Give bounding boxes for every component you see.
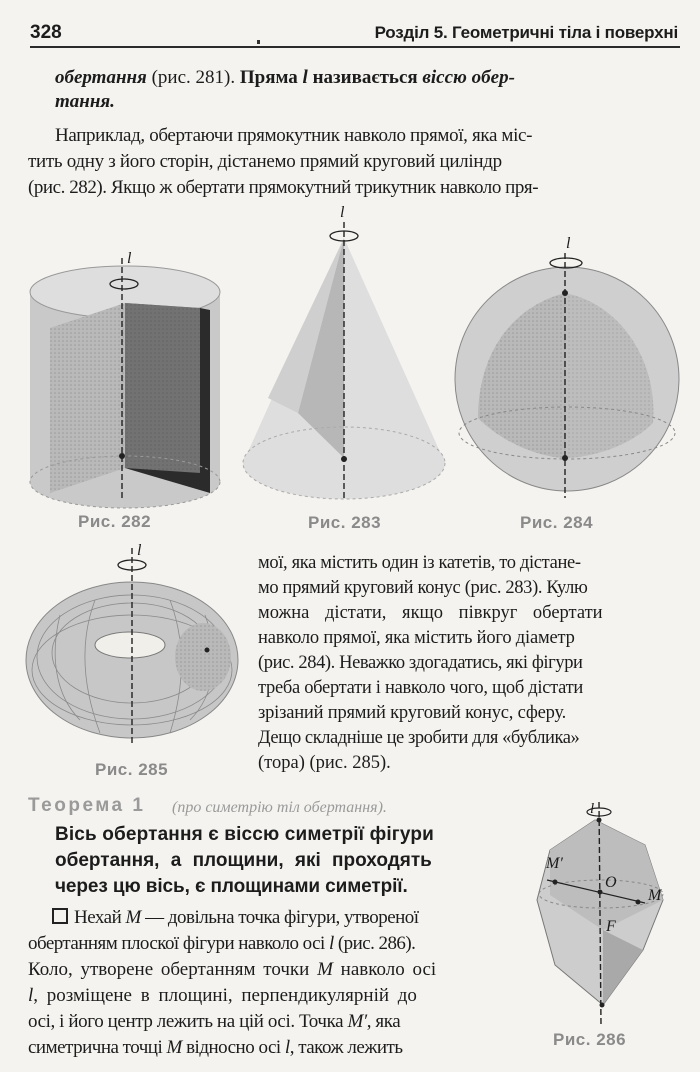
symbol-l: l [28, 985, 34, 1006]
fig286-caption: Рис. 286 [553, 1030, 627, 1049]
proof-line5 [28, 1010, 400, 1034]
theorem-line3: через цю вісь, є площинами симетрії. [55, 876, 408, 897]
proof-text: симетрична точці [28, 1037, 167, 1058]
para1-line2: тання. [55, 91, 115, 112]
para3-line3: можна дістати, якщо півкруг обертати [258, 603, 603, 623]
theorem-note: (про симетрію тіл обертання). [172, 799, 387, 816]
proof-start-square-icon [52, 908, 68, 924]
symbol-m: M [166, 1037, 182, 1058]
proof-text: обертанням плоскої фігури навколо осі [28, 933, 329, 954]
figure-283-cone [238, 218, 450, 510]
fig286-label-m-prime: M′ [546, 855, 563, 872]
section-title: Розділ 5. Геометричні тіла і поверхні [374, 23, 678, 42]
symbol-l: l [302, 67, 308, 88]
header-rule [30, 46, 680, 48]
proof-text: , також лежить [289, 1037, 403, 1058]
text-priama: Пряма [239, 67, 303, 88]
para3-line5: (рис. 284). Неважко здогадатись, які фігури [258, 653, 583, 673]
header-mark [257, 40, 260, 44]
symbol-l: l [328, 933, 334, 954]
para3-line2: мо прямий круговий конус (рис. 283). Кулю [258, 578, 588, 598]
fig282-caption: Рис. 282 [78, 512, 152, 531]
para2-line1: Наприклад, обертаючи прямокутник навколо прямої, яка міс- [55, 125, 533, 146]
para2-line3: (рис. 282). Якщо ж обертати прямокутний трикутник навколо пря- [28, 177, 539, 198]
figure-284-sphere [448, 248, 688, 510]
fig284-caption: Рис. 284 [520, 513, 594, 532]
proof-text: — довільна точка фігури, утвореної [140, 907, 419, 928]
symbol-l: l [284, 1037, 290, 1058]
fig285-caption: Рис. 285 [95, 760, 169, 779]
para2-line2: тить одну з його сторін, дістанемо прямий круговий циліндр [28, 151, 502, 172]
proof-text: навколо осі [332, 959, 437, 980]
fig284-axis-label: l [566, 235, 571, 252]
para3-line1: мої, яка містить один із катетів, то дістане- [258, 553, 581, 573]
fig282-axis-label: l [127, 250, 132, 267]
theorem-title: Теорема 1 [28, 795, 146, 816]
theorem-line2: обертання, а площини, які проходять [55, 850, 432, 871]
proof-line4 [28, 984, 417, 1008]
fig283-caption: Рис. 283 [308, 513, 382, 532]
proof-line1 [52, 906, 419, 930]
figure-285-torus [20, 545, 245, 755]
text-nazyvaietsia: називається [307, 67, 423, 88]
term-obertannia: обертання [55, 67, 147, 88]
para3-line8: Дещо складніше це зробити для «бублика» [258, 728, 580, 748]
term-vissiu: віссю обер- [422, 67, 515, 88]
fig286-label-f: F [606, 918, 616, 935]
proof-line6 [28, 1036, 403, 1060]
theorem-line1: Вісь обертання є віссю симетрії фігури [55, 824, 434, 845]
para1-line1 [55, 66, 515, 90]
proof-text: осі, і його центр лежить на цій осі. Точка [28, 1011, 348, 1032]
figure-286-solid [525, 800, 685, 1030]
figure-282-cylinder [22, 248, 227, 510]
proof-text: (рис. 286). [333, 933, 416, 954]
para3-line9: (тора) (рис. 285). [258, 753, 391, 773]
proof-text: , яка [366, 1011, 401, 1032]
fig286-label-m: M [648, 887, 662, 904]
ref-281: (рис. 281). [146, 67, 240, 88]
fig283-axis-label: l [340, 204, 345, 221]
proof-text: Коло, утворене обертанням точки [28, 959, 318, 980]
fig285-axis-label: l [137, 542, 142, 559]
page-number: 328 [30, 22, 62, 43]
fig286-axis-label: l [590, 801, 595, 817]
fig286-label-o: O [605, 874, 617, 891]
para3-line7: зрізаний прямий круговий конус, сферу. [258, 703, 567, 723]
proof-text: відносно осі [181, 1037, 285, 1058]
proof-line3 [28, 958, 436, 982]
proof-text: Нехай [74, 907, 126, 928]
symbol-m-prime: M′ [347, 1011, 367, 1032]
symbol-m: M [125, 907, 141, 928]
symbol-m: M [317, 959, 333, 980]
para3-line6: треба обертати і навколо чого, щоб дістати [258, 678, 583, 698]
para3-line4: навколо прямої, яка містить його діаметр [258, 628, 575, 648]
proof-text: , розміщене в площині, перпендикулярній до [33, 985, 417, 1006]
proof-line2 [28, 932, 415, 956]
